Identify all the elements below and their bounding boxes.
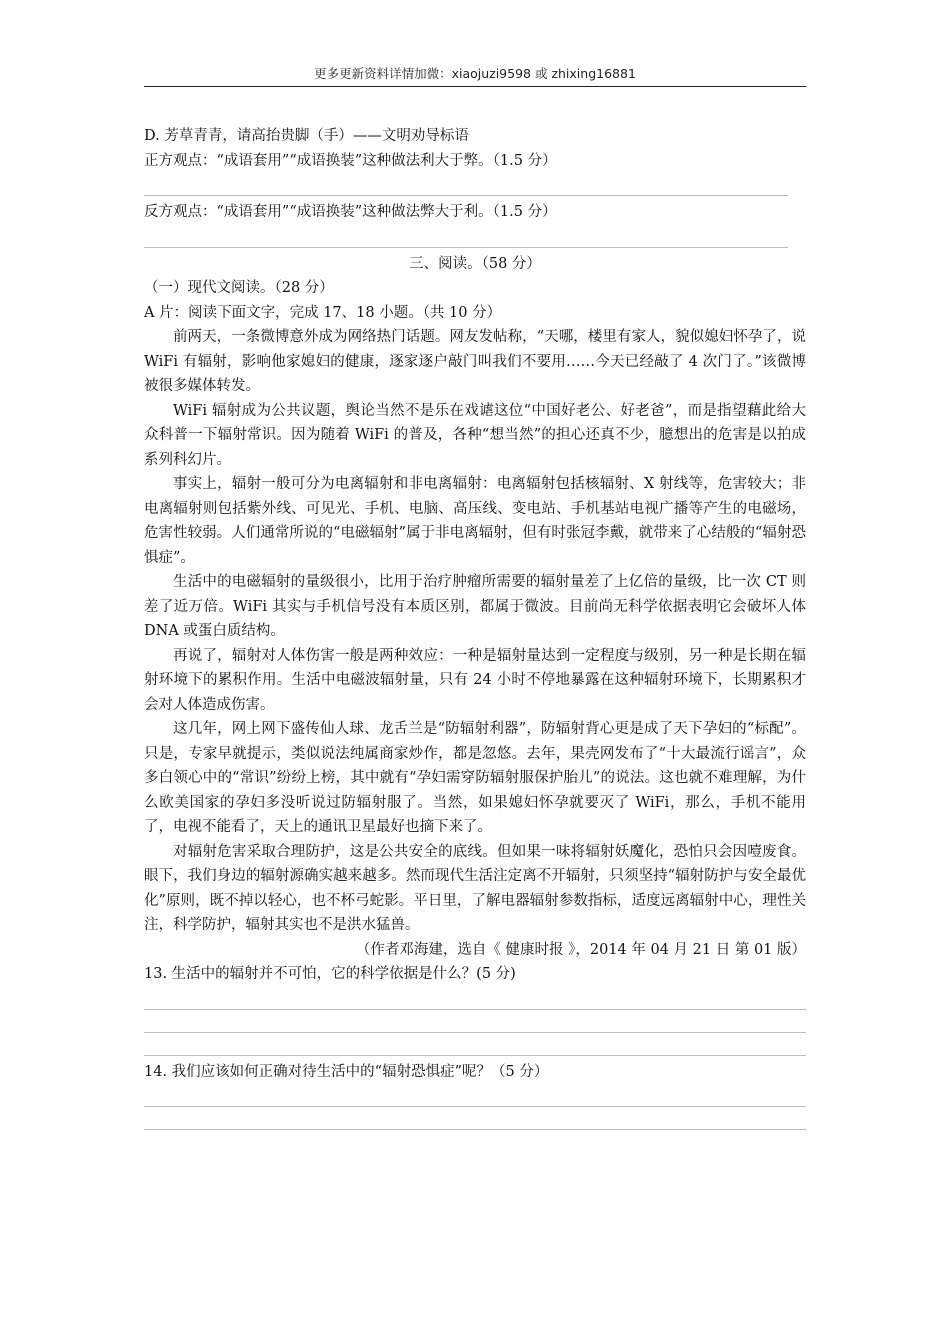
article-paragraph: 生活中的电磁辐射的量级很小，比用于治疗肿瘤所需要的辐射量差了上亿倍的量级，比一次 CT 则差了近万倍。WiFi 其实与手机信号没有本质区别，都属于微波。目前尚无科学依据表明它会破坏人体 DNA 或蛋白质结构。 [144,574,806,639]
question-13: 13. 生活中的辐射并不可怕，它的科学依据是什么？(5 分) [144,966,516,982]
answer-line [144,225,788,248]
question-14: 14. 我们应该如何正确对待生活中的“辐射恐惧症”呢？（5 分） [144,1063,549,1080]
article-paragraph: WiFi 辐射成为公共议题，舆论当然不是乐在戏谑这位“中国好老公、好老爸”，而是指望藉此给大众科普一下辐射常识。因为随着 WiFi 的普及，各种“想当然”的担心还真不少，臆想出的危害是以拍成系列科幻片。 [144,402,806,468]
article-paragraph: 事实上，辐射一般可分为电离辐射和非电离辐射：电离辐射包括核辐射、X 射线等，危害较大；非电离辐射则包括紫外线、可见光、手机、电脑、高压线、变电站、手机基站电视广播等产生的电磁场，危害性较弱。人们通常所说的“电磁辐射”属于非电离辐射，但有时张冠李戴，就带来了心结般的“辐射恐惧症”。 [144,476,806,566]
option-d: D. 芳草青青，请高抬贵脚（手）——文明劝导标语 [144,128,469,144]
answer-line[interactable] [144,1033,806,1056]
pro-viewpoint: 正方观点：“成语套用”“成语换装”这种做法利大于弊。（1.5 分） [144,152,557,169]
answer-line[interactable] [144,987,806,1010]
con-viewpoint: 反方观点：“成语套用”“成语换装”这种做法弊大于利。（1.5 分） [144,204,557,220]
article-source: （作者邓海建，选自《 健康时报 》，2014 年 04 月 21 日 第 01 版） [355,941,806,958]
document-body [144,124,806,1130]
page-header: 更多更新资料详情加微：xiaojuzi9598 或 zhixing16881 [314,66,636,81]
section-subtitle: （一）现代文阅读。（28 分） [144,280,334,296]
answer-line[interactable] [144,1107,806,1130]
answer-line [144,173,788,196]
article-paragraph: 对辐射危害采取合理防护，这是公共安全的底线。但如果一味将辐射妖魔化，恐怕只会因噎废食。眼下，我们身边的辐射源确实越来越多。然而现代生活注定离不开辐射，只须坚持“辐射防护与安全最优化”原则，既不掉以轻心，也不杯弓蛇影。平日里，了解电器辐射参数指标，适度远离辐射中心，理性关注，科学防护，辐射其实也不是洪水猛兽。 [144,843,806,933]
header-divider [144,86,806,87]
answer-line[interactable] [144,1084,806,1107]
article-paragraph: 再说了，辐射对人体伤害一般是两种效应：一种是辐射量达到一定程度与级别，另一种是长期在辐射环境下的累积作用。生活中电磁波辐射量，只有 24 小时不停地暴露在这种辐射环境下，长期累积才会对人体造成伤害。 [144,647,806,713]
section-title: 三、阅读。（58 分） [409,255,541,272]
section-intro: A 片：阅读下面文字，完成 17、18 小题。（共 10 分） [144,304,502,321]
answer-line[interactable] [144,1010,806,1033]
article-paragraph: 这几年，网上网下盛传仙人球、龙舌兰是“防辐射利器”，防辐射背心更是成了天下孕妇的“标配”。只是，专家早就提示，类似说法纯属商家炒作，都是忽悠。去年，果壳网发布了“十大最流行谣言”，众多白领心中的“常识”纷纷上榜，其中就有“孕妇需穿防辐射服保护胎儿”的说法。这也就不难理解，为什么欧美国家的孕妇多没听说过防辐射服了。当然，如果媳妇怀孕就要灭了 WiFi，那么，手机不能用了，电视不能看了，天上的通讯卫星最好也摘下来了。 [144,721,806,835]
article-paragraph: 前两天，一条微博意外成为网络热门话题。网友发帖称，“天哪，楼里有家人，貌似媳妇怀孕了，说 WiFi 有辐射，影响他家媳妇的健康，逐家逐户敲门叫我们不要用……今天已经敲了 4 次门了。”该微博被很多媒体转发。 [144,329,806,394]
